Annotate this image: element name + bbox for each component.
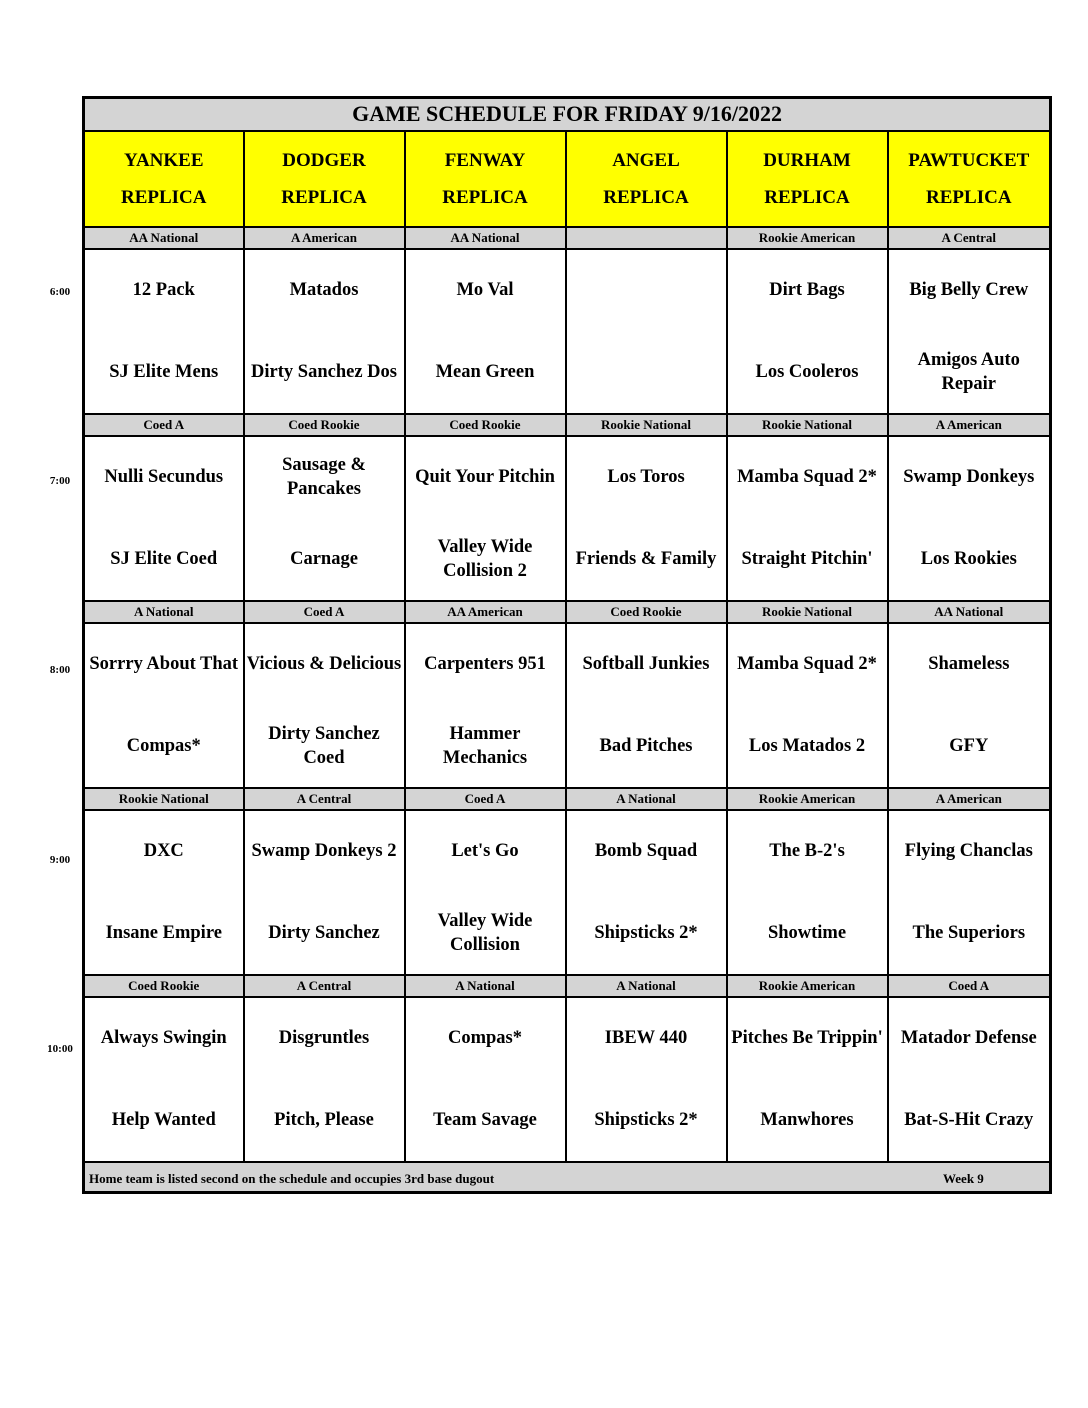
division-label: Rookie American xyxy=(727,975,888,997)
division-label: Rookie National xyxy=(566,414,727,436)
game-cell xyxy=(566,249,727,414)
field-header-angel: ANGEL REPLICA xyxy=(566,131,727,227)
home-team: SJ Elite Coed xyxy=(110,548,218,569)
away-team: Vicious & Delicious xyxy=(246,654,402,675)
games-row xyxy=(84,436,1051,601)
game-cell xyxy=(84,249,244,414)
footer-cell xyxy=(84,1162,1051,1193)
division-label xyxy=(566,227,727,249)
away-team: Swamp Donkeys 2 xyxy=(251,841,397,862)
away-team: Compas* xyxy=(447,1028,522,1049)
division-label: A Central xyxy=(244,975,405,997)
away-team: Let's Go xyxy=(451,841,519,862)
division-label: AA National xyxy=(888,601,1051,623)
home-team: GFY xyxy=(949,735,989,756)
home-team: Los Matados 2 xyxy=(748,735,866,756)
game-cell xyxy=(405,249,566,414)
away-team: Sausage & Pancakes xyxy=(282,455,366,500)
division-label: A National xyxy=(84,601,244,623)
game-cell xyxy=(244,249,405,414)
game-cell xyxy=(405,623,566,788)
division-label: A American xyxy=(244,227,405,249)
away-team: Swamp Donkeys xyxy=(903,467,1035,488)
away-team: Sorrry About That xyxy=(89,654,239,675)
division-label: Coed A xyxy=(84,414,244,436)
away-team: Carpenters 951 xyxy=(424,654,546,675)
home-team: Bat-S-Hit Crazy xyxy=(904,1109,1034,1130)
game-cell xyxy=(244,997,405,1162)
away-team: Matador Defense xyxy=(900,1028,1037,1049)
home-team: Team Savage xyxy=(433,1109,537,1130)
division-label: Rookie National xyxy=(84,788,244,810)
week-label: Week 9 xyxy=(943,1170,984,1186)
division-row xyxy=(84,227,1051,249)
game-cell xyxy=(888,623,1051,788)
game-cell xyxy=(405,810,566,975)
division-label: AA National xyxy=(405,227,566,249)
home-team: Bad Pitches xyxy=(599,735,693,756)
division-label: A Central xyxy=(244,788,405,810)
home-team: Dirty Sanchez Dos xyxy=(251,361,397,382)
field-header-fenway: FENWAY REPLICA xyxy=(405,131,566,227)
division-label: Coed Rookie xyxy=(405,414,566,436)
away-team: Always Swingin xyxy=(100,1028,227,1049)
away-team: Mamba Squad 2* xyxy=(737,467,877,488)
home-team: Dirty Sanchez xyxy=(268,922,380,943)
away-team: DXC xyxy=(143,841,184,862)
home-team: Showtime xyxy=(767,922,847,943)
division-label: Rookie National xyxy=(727,601,888,623)
division-label: Rookie National xyxy=(727,414,888,436)
division-row xyxy=(84,414,1051,436)
division-label: Rookie American xyxy=(727,788,888,810)
home-team: Carnage xyxy=(290,548,358,569)
away-team: Dirt Bags xyxy=(769,280,845,301)
home-team: Shipsticks 2* xyxy=(594,922,698,943)
game-cell xyxy=(727,436,888,601)
away-team: Mo Val xyxy=(456,280,514,301)
game-cell xyxy=(888,997,1051,1162)
game-cell xyxy=(727,997,888,1162)
field-header-dodger: DODGER REPLICA xyxy=(244,131,405,227)
home-team: Shipsticks 2* xyxy=(594,1109,698,1130)
home-team-note: Home team is listed second on the schedule and occupies 3rd base dugout xyxy=(89,1170,495,1186)
division-label: A Central xyxy=(888,227,1051,249)
division-label: Coed A xyxy=(244,601,405,623)
game-cell xyxy=(888,436,1051,601)
division-row xyxy=(84,975,1051,997)
home-team: Valley Wide Collision 2 xyxy=(437,536,533,581)
away-team: Bomb Squad xyxy=(594,841,698,862)
division-label: A American xyxy=(888,414,1051,436)
title-row xyxy=(84,98,1051,131)
home-team: Help Wanted xyxy=(111,1109,216,1130)
schedule-table xyxy=(82,96,1052,1194)
away-team: IBEW 440 xyxy=(604,1028,688,1049)
game-cell xyxy=(244,623,405,788)
game-cell xyxy=(566,997,727,1162)
game-cell xyxy=(727,623,888,788)
game-cell xyxy=(727,810,888,975)
division-label: A American xyxy=(888,788,1051,810)
home-team: The Superiors xyxy=(912,922,1026,943)
home-team: Dirty Sanchez Coed xyxy=(268,723,380,768)
home-team: Hammer Mechanics xyxy=(442,723,528,768)
away-team: Quit Your Pitchin xyxy=(415,467,555,488)
home-team: Straight Pitchin' xyxy=(741,548,873,569)
game-cell xyxy=(244,436,405,601)
home-team: Amigos Auto Repair xyxy=(917,349,1020,394)
field-header-row xyxy=(84,131,1051,227)
division-label: Coed Rookie xyxy=(84,975,244,997)
home-team: Insane Empire xyxy=(105,922,222,943)
away-team: Matados xyxy=(289,280,359,301)
time-label: 9:00 xyxy=(49,854,71,866)
time-label: 7:00 xyxy=(49,475,71,487)
field-header-yankee: YANKEE REPLICA xyxy=(84,131,244,227)
field-header-pawtucket: PAWTUCKET REPLICA xyxy=(888,131,1051,227)
game-cell xyxy=(84,997,244,1162)
home-team: Friends & Family xyxy=(575,548,717,569)
home-team: Los Cooleros xyxy=(755,361,859,382)
away-team: Big Belly Crew xyxy=(909,280,1029,301)
game-cell xyxy=(566,810,727,975)
game-cell xyxy=(727,249,888,414)
game-cell xyxy=(405,997,566,1162)
home-team: Los Rookies xyxy=(920,548,1017,569)
away-team xyxy=(567,250,726,332)
division-label: Coed Rookie xyxy=(244,414,405,436)
away-team: Pitches Be Trippin' xyxy=(731,1028,883,1049)
home-team: SJ Elite Mens xyxy=(109,361,219,382)
division-row xyxy=(84,788,1051,810)
division-label: A National xyxy=(566,975,727,997)
home-team: Pitch, Please xyxy=(274,1109,374,1130)
away-team: Disgruntles xyxy=(278,1028,370,1049)
game-cell xyxy=(888,249,1051,414)
away-team: The B-2's xyxy=(769,841,845,862)
game-cell xyxy=(566,436,727,601)
time-label: 6:00 xyxy=(49,286,71,298)
division-label: Coed A xyxy=(888,975,1051,997)
game-cell xyxy=(84,436,244,601)
games-row xyxy=(84,249,1051,414)
division-label: Coed Rookie xyxy=(566,601,727,623)
game-cell xyxy=(566,623,727,788)
time-label: 10:00 xyxy=(47,1043,73,1055)
home-team: Compas* xyxy=(126,735,201,756)
away-team: Mamba Squad 2* xyxy=(737,654,877,675)
division-label: A National xyxy=(566,788,727,810)
games-row xyxy=(84,997,1051,1162)
game-cell xyxy=(405,436,566,601)
division-label: A National xyxy=(405,975,566,997)
game-cell xyxy=(84,810,244,975)
games-row xyxy=(84,810,1051,975)
division-label: Rookie American xyxy=(727,227,888,249)
game-cell xyxy=(888,810,1051,975)
field-header-durham: DURHAM REPLICA xyxy=(727,131,888,227)
away-team: Nulli Secundus xyxy=(104,467,224,488)
away-team: 12 Pack xyxy=(132,280,195,301)
away-team: Los Toros xyxy=(607,467,685,488)
footer-row xyxy=(84,1162,1051,1193)
game-cell xyxy=(244,810,405,975)
home-team: Valley Wide Collision xyxy=(437,910,533,955)
game-cell xyxy=(84,623,244,788)
division-label: AA American xyxy=(405,601,566,623)
games-row xyxy=(84,623,1051,788)
home-team: Manwhores xyxy=(760,1109,854,1130)
division-row xyxy=(84,601,1051,623)
away-team: Softball Junkies xyxy=(582,654,710,675)
away-team: Shameless xyxy=(928,654,1010,675)
schedule-title: GAME SCHEDULE FOR FRIDAY 9/16/2022 xyxy=(84,98,1051,131)
away-team: Flying Chanclas xyxy=(904,841,1033,862)
division-label: Coed A xyxy=(405,788,566,810)
home-team xyxy=(567,331,726,413)
time-label: 8:00 xyxy=(49,664,71,676)
home-team: Mean Green xyxy=(435,361,535,382)
division-label: AA National xyxy=(84,227,244,249)
